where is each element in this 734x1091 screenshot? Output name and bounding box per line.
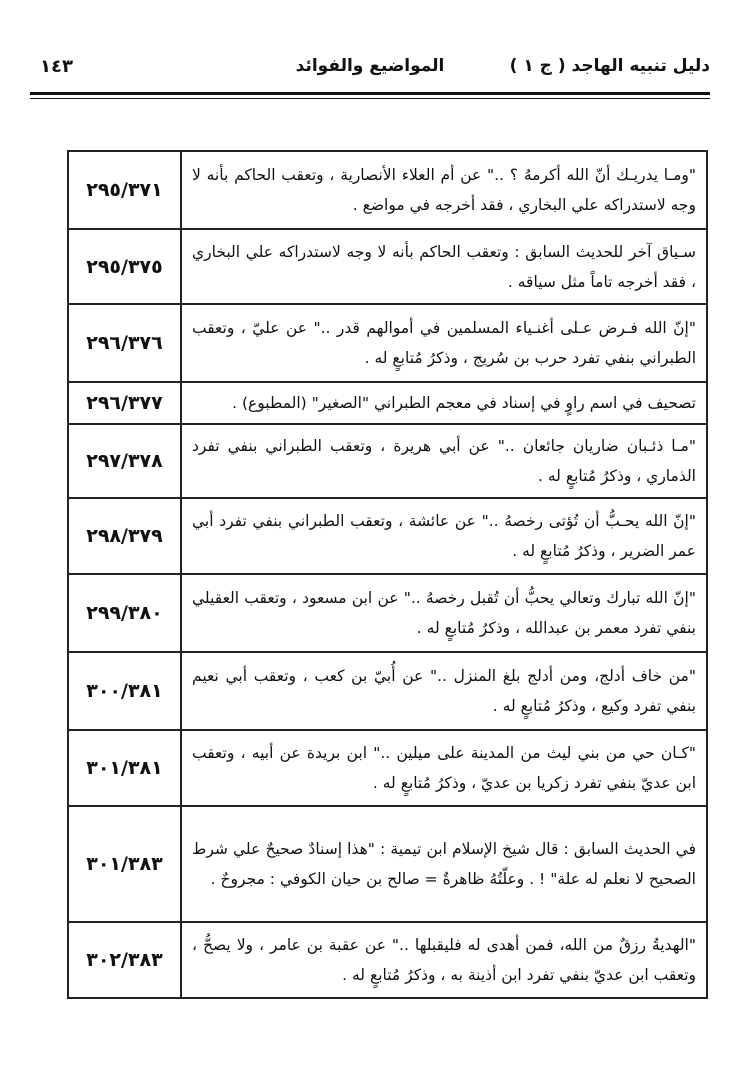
table-row [68,652,707,730]
entry-reference: ٢٩٥/٣٧٥ [68,229,181,304]
table-row [68,424,707,498]
entry-text: "من خاف أدلج، ومن أدلج بلغ المنزل .." عن أُبيّ بن كعب ، وتعقب أبي نعيم بنفي تفرد وكيع ، وذكرُ مُتابعٍ له . [181,652,707,730]
entry-reference: ٣٠١/٣٨٣ [68,806,181,922]
index-table [67,150,708,999]
entry-reference: ٣٠١/٣٨١ [68,730,181,806]
header-rule-thin [30,98,710,99]
entry-text: سـياق آخر للحديث السابق : وتعقب الحاكم بأنه لا وجه لاستدراكه علي البخاري ، فقد أخرجه تاماً مثل سياقه . [181,229,707,304]
entry-reference: ٢٩٦/٣٧٦ [68,304,181,382]
entry-text: "إنّ الله فـرض عـلى أغنـياء المسلمين في أموالهم قدر .." عن عليّ ، وتعقب الطبراني بنفي تفرد حرب بن سُريج ، وذكرُ مُتابعٍ له . [181,304,707,382]
entry-text: تصحيف في اسم راوٍ في إسناد في معجم الطبراني "الصغير" (المطبوع) . [181,382,707,424]
table-row [68,151,707,229]
entry-text: "إنّ الله يحـبُّ أن تُؤتى رخصهُ .." عن عائشة ، وتعقب الطبراني بنفي تفرد أبي عمر الضرير ، وذكرُ مُتابعٍ له . [181,498,707,574]
entry-text: "مـا ذئـبان ضاريان جائعان .." عن أبي هريرة ، وتعقب الطبراني بنفي تفرد الذماري ، وذكرُ مُتابعٍ له . [181,424,707,498]
book-title: دليل تنبيه الهاجد ( ج ١ ) [509,56,710,76]
page-number: ١٤٣ [40,56,73,77]
entry-reference: ٣٠٢/٣٨٣ [68,922,181,998]
section-title: المواضيع والفوائد [295,56,445,76]
page-header [30,50,710,86]
table-row [68,806,707,922]
entry-text: في الحديث السابق : قال شيخ الإسلام ابن تيمية : "هذا إسنادٌ صحيحٌ علي شرط الصحيح لا نعلم له علة" ! . وعلّتُهُ ظاهرةٌ = صالح بن حيان الكوفي : مجروحٌ . [181,806,707,922]
table-row [68,922,707,998]
entry-reference: ٢٩٥/٣٧١ [68,151,181,229]
table-row [68,229,707,304]
table-row [68,730,707,806]
entry-reference: ٢٩٩/٣٨٠ [68,574,181,652]
entry-text: "إنّ الله تبارك وتعالي يحبُّ أن تُقبل رخصهُ .." عن ابن مسعود ، وتعقب العقيلي بنفي تفرد معمر بن عبدالله ، وذكرُ مُتابعٍ له . [181,574,707,652]
table-row [68,498,707,574]
entry-reference: ٢٩٨/٣٧٩ [68,498,181,574]
table-row [68,304,707,382]
entry-text: "كـان حي من بني ليث من المدينة على ميلين .." ابن بريدة عن أبيه ، وتعقب ابن عديّ بنفي تفرد زكريا بن عديّ ، وذكرُ مُتابعٍ له . [181,730,707,806]
table-row [68,382,707,424]
entry-reference: ٢٩٦/٣٧٧ [68,382,181,424]
entry-reference: ٢٩٧/٣٧٨ [68,424,181,498]
header-rule-thick [30,92,710,95]
entry-text: "ومـا يدريـك أنّ الله أكرمهُ ؟ .." عن أم العلاء الأنصارية ، وتعقب الحاكم بأنه لا وجه لاستدراكه علي البخاري ، فقد أخرجه في مواضع . [181,151,707,229]
table-row [68,574,707,652]
entry-text: "الهديةُ رزقٌ من الله، فمن أهدى له فليقبلها .." عن عقبة بن عامر ، ولا يصحُّ ، وتعقب ابن عديّ بنفي تفرد ابن أذينة به ، وذكرُ مُتابعٍ له . [181,922,707,998]
entry-reference: ٣٠٠/٣٨١ [68,652,181,730]
